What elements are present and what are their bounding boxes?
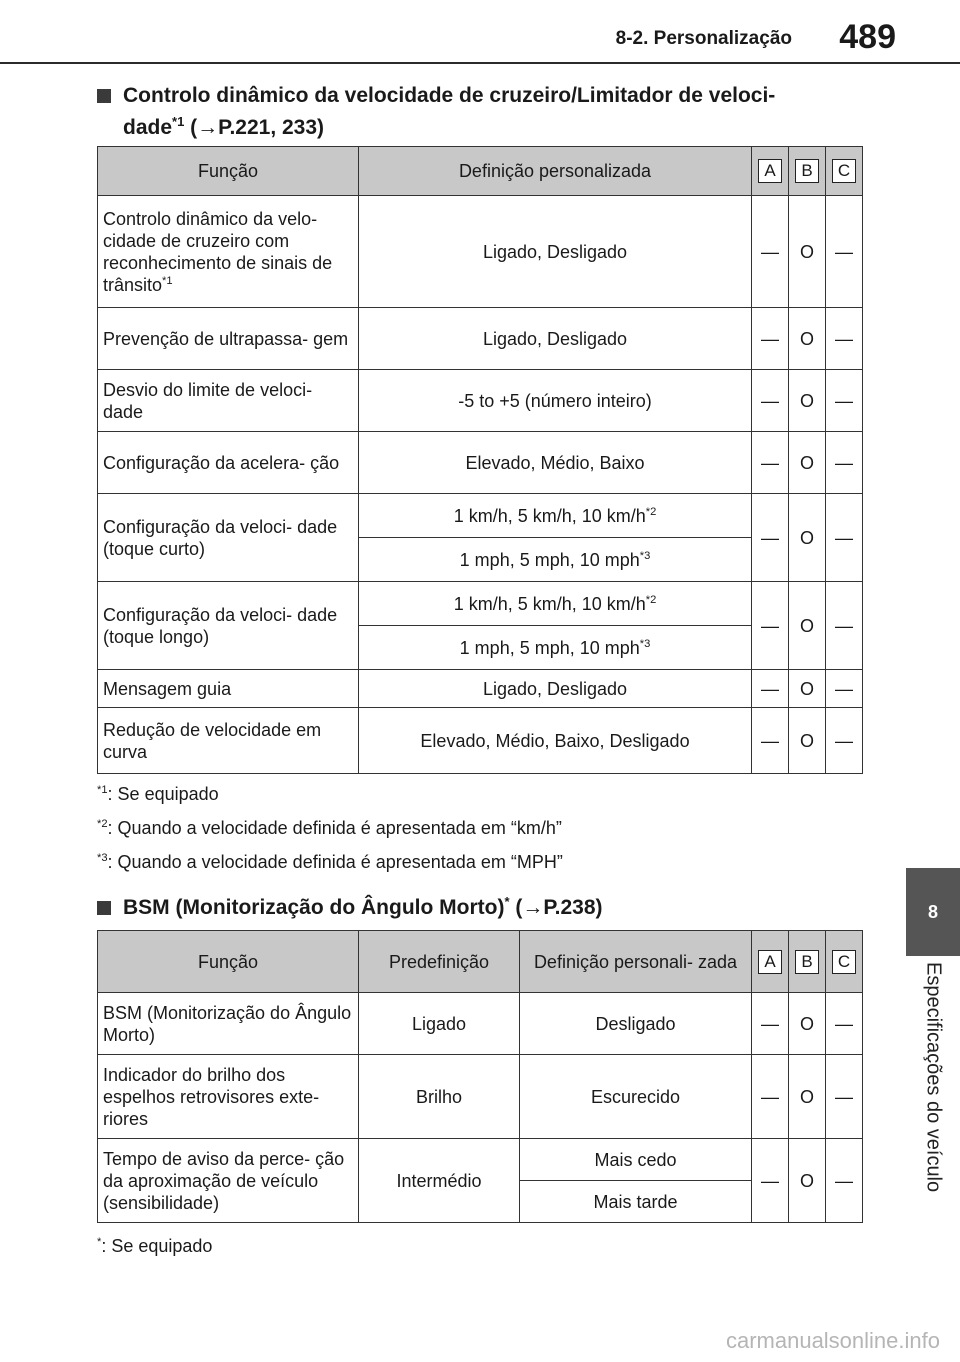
page-number: 489 bbox=[839, 18, 896, 56]
header-definicao: Definição personalizada bbox=[359, 147, 752, 196]
cell-c: — bbox=[826, 1055, 863, 1139]
cell-funcao: Tempo de aviso da perce- ção da aproximação de veículo (sensibilidade) bbox=[98, 1139, 359, 1223]
header-predef: Predefinição bbox=[359, 931, 520, 993]
cell-predef: Ligado bbox=[359, 993, 520, 1055]
cell-definicao: 1 km/h, 5 km/h, 10 $km/h^{*2}$ bbox=[359, 494, 752, 538]
cell-a: — bbox=[752, 432, 789, 494]
table-row bbox=[98, 196, 863, 308]
cell-a: — bbox=[752, 993, 789, 1055]
chapter-title: Especificações do veículo bbox=[922, 962, 945, 1193]
cell-definicao: Ligado, Desligado bbox=[359, 196, 752, 308]
cell-c: — bbox=[826, 670, 863, 708]
cell-funcao: Desvio do limite de veloci- dade bbox=[98, 370, 359, 432]
cell-b: O bbox=[789, 196, 826, 308]
cell-b: O bbox=[789, 432, 826, 494]
table-row bbox=[98, 1139, 863, 1181]
cell-funcao: Prevenção de ultrapassa- gem bbox=[98, 308, 359, 370]
header-a bbox=[752, 147, 789, 196]
cell-definicao: Ligado, Desligado bbox=[359, 670, 752, 708]
cell-a: — bbox=[752, 582, 789, 670]
table-row bbox=[98, 582, 863, 626]
cell-b: O bbox=[789, 670, 826, 708]
cell-c: — bbox=[826, 1139, 863, 1223]
box-b: B bbox=[795, 950, 819, 974]
cell-definicao: Elevado, Médio, Baixo bbox=[359, 432, 752, 494]
table-row bbox=[98, 432, 863, 494]
cell-definicao: Escurecido bbox=[520, 1055, 752, 1139]
cell-b: O bbox=[789, 308, 826, 370]
cell-definicao: Desligado bbox=[520, 993, 752, 1055]
header-definicao: Definição personali- zada bbox=[520, 931, 752, 993]
footnote-2: $^{*2}$: Quando a velocidade definida é apresentada em “km/h” bbox=[97, 818, 562, 838]
cell-funcao: Mensagem guia bbox=[98, 670, 359, 708]
cell-c: — bbox=[826, 993, 863, 1055]
cell-b: O bbox=[789, 494, 826, 582]
chapter-number: 8 bbox=[927, 901, 938, 922]
header-c bbox=[826, 931, 863, 993]
bullet-square-icon bbox=[97, 901, 111, 915]
cell-definicao: -5 to +5 (número inteiro) bbox=[359, 370, 752, 432]
section2-heading bbox=[97, 892, 603, 924]
header-b bbox=[789, 147, 826, 196]
watermark: carmanualsonline.info bbox=[725, 1328, 940, 1353]
table-row bbox=[98, 1055, 863, 1139]
cell-a: — bbox=[752, 494, 789, 582]
cell-c: — bbox=[826, 370, 863, 432]
header-c bbox=[826, 147, 863, 196]
cell-c: — bbox=[826, 196, 863, 308]
cell-c: — bbox=[826, 432, 863, 494]
box-a: A bbox=[758, 159, 782, 183]
cell-a: — bbox=[752, 308, 789, 370]
cell-definicao: Mais tarde bbox=[520, 1181, 752, 1223]
cell-b: O bbox=[789, 1139, 826, 1223]
table-row bbox=[98, 370, 863, 432]
cell-a: — bbox=[752, 708, 789, 774]
cell-b: O bbox=[789, 370, 826, 432]
cell-funcao: Configuração da veloci- dade (toque curto) bbox=[98, 494, 359, 582]
box-a: A bbox=[758, 950, 782, 974]
page-header bbox=[0, 0, 960, 62]
box-b: B bbox=[795, 159, 819, 183]
header-rule bbox=[0, 62, 960, 64]
table-row bbox=[98, 708, 863, 774]
cell-c: — bbox=[826, 494, 863, 582]
table-row bbox=[98, 308, 863, 370]
section2-title: BSM (Monitorização do Ângulo Morto)* (→P.238) bbox=[123, 894, 603, 919]
section1-heading bbox=[97, 80, 775, 144]
cell-a: — bbox=[752, 196, 789, 308]
settings-table-2 bbox=[97, 930, 863, 1223]
cell-definicao: 1 mph, 5 mph, 10 mph$^{*3}$ bbox=[359, 538, 752, 582]
table-header-row bbox=[98, 147, 863, 196]
box-c: C bbox=[832, 950, 856, 974]
chapter-tab bbox=[906, 868, 960, 956]
footnote-section2: *: Se equipado bbox=[97, 1236, 213, 1256]
cell-definicao: Mais cedo bbox=[520, 1139, 752, 1181]
cell-c: — bbox=[826, 708, 863, 774]
cell-definicao: 1 km/h, 5 km/h, 10 $km/h^{*2}$ bbox=[359, 582, 752, 626]
bullet-square-icon bbox=[97, 89, 111, 103]
cell-funcao: Configuração da acelera- ção bbox=[98, 432, 359, 494]
cell-definicao: Ligado, Desligado bbox=[359, 308, 752, 370]
header-a bbox=[752, 931, 789, 993]
cell-funcao: Controlo dinâmico da velo- cidade de cruzeiro com reconhecimento de sinais de trânsito$^{*1}$ bbox=[98, 196, 359, 308]
header-b bbox=[789, 931, 826, 993]
cell-predef: Brilho bbox=[359, 1055, 520, 1139]
cell-a: — bbox=[752, 670, 789, 708]
cell-a: — bbox=[752, 1055, 789, 1139]
cell-a: — bbox=[752, 1139, 789, 1223]
settings-table-1 bbox=[97, 146, 863, 774]
cell-definicao: 1 mph, 5 mph, 10 mph$^{*3}$ bbox=[359, 626, 752, 670]
header-funcao: Função bbox=[98, 147, 359, 196]
table-row bbox=[98, 993, 863, 1055]
cell-c: — bbox=[826, 308, 863, 370]
cell-funcao: BSM (Monitorização do Ângulo Morto) bbox=[98, 993, 359, 1055]
section1-title-line2: dade$^{*1}$ (→P.221, 233) bbox=[123, 114, 325, 139]
table-row bbox=[98, 494, 863, 538]
cell-b: O bbox=[789, 993, 826, 1055]
cell-funcao: Redução de velocidade em curva bbox=[98, 708, 359, 774]
section1-title-line1: Controlo dinâmico da velocidade de cruzeiro/Limitador de veloci- bbox=[123, 84, 776, 107]
cell-predef: Intermédio bbox=[359, 1139, 520, 1223]
table-header-row bbox=[98, 931, 863, 993]
cell-b: O bbox=[789, 582, 826, 670]
box-c: C bbox=[832, 159, 856, 183]
table-row bbox=[98, 670, 863, 708]
cell-c: — bbox=[826, 582, 863, 670]
section-title: 8-2. Personalização bbox=[615, 28, 792, 49]
header-funcao: Função bbox=[98, 931, 359, 993]
cell-a: — bbox=[752, 370, 789, 432]
footnote-3: $^{*3}$: Quando a velocidade definida é apresentada em “MPH” bbox=[97, 852, 563, 872]
cell-b: O bbox=[789, 1055, 826, 1139]
cell-b: O bbox=[789, 708, 826, 774]
cell-definicao: Elevado, Médio, Baixo, Desligado bbox=[359, 708, 752, 774]
cell-funcao: Indicador do brilho dos espelhos retrovisores exte- riores bbox=[98, 1055, 359, 1139]
cell-funcao: Configuração da veloci- dade (toque longo) bbox=[98, 582, 359, 670]
footnote-1: $^{*1}$: Se equipado bbox=[97, 784, 219, 804]
